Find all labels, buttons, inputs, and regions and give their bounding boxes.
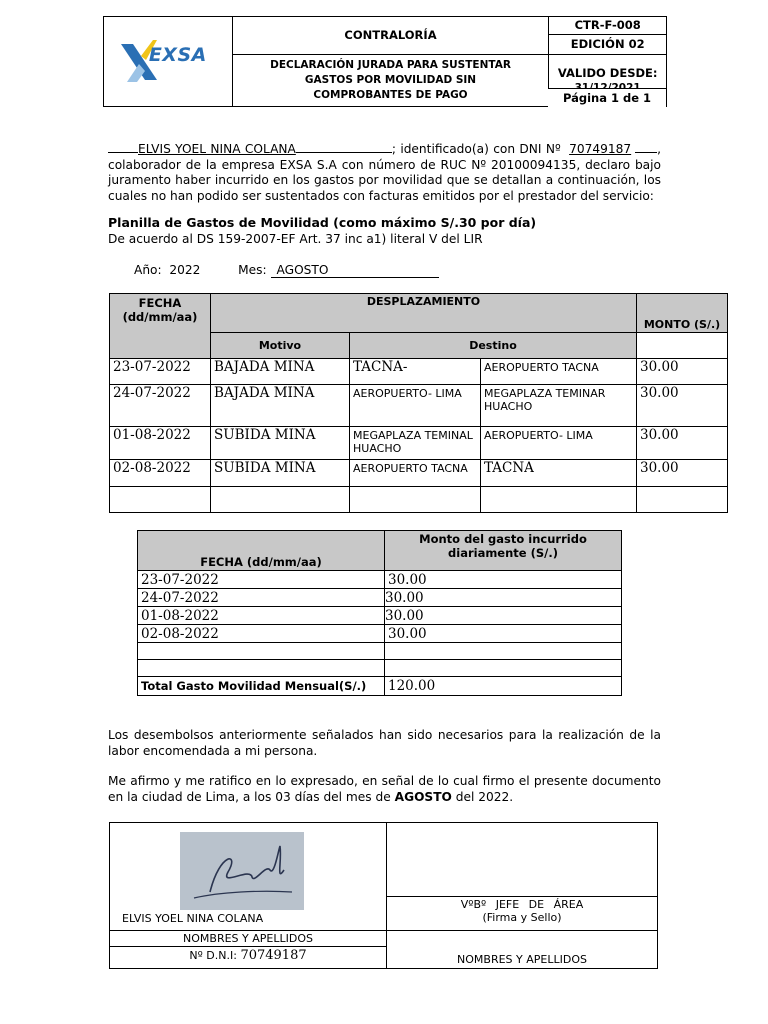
logo-cell	[104, 17, 233, 107]
logo-text: EXSA	[148, 43, 207, 66]
table-row: 24-07-2022 30.00	[138, 589, 622, 607]
declarant-dni: 70749187	[569, 142, 632, 156]
vobo-cell	[387, 897, 658, 931]
dni-line: Nº D.N.I: 70749187	[189, 948, 307, 963]
doc-code: CTR-F-008	[549, 17, 667, 35]
doc-title-line-1: DECLARACIÓN JURADA PARA SUSTENTAR	[270, 59, 511, 71]
summary-col-date: FECHA (dd/mm/aa)	[138, 531, 385, 571]
travel-col-monto: MONTO (S/.)	[637, 294, 728, 333]
identified-text: ; identificado(a) con DNI Nº	[391, 142, 561, 156]
table-row: 02-08-2022 30.00	[138, 625, 622, 643]
declaration-paragraph: ELVIS YOEL NINA COLANA ; identificado(a) con DNI Nº 70749187 , colaborador de la empresa EXSA S.A con número de RUC Nº 20100094135, declaro bajo juramento haber incurrido en los gastos por movilidad que se detallan a continuación, los cuales no han podido ser sustentados con facturas emitidos por el prestador del servicio:	[108, 142, 662, 203]
declaration-body: colaborador de la empresa EXSA S.A con número de RUC Nº 20100094135, declaro bajo juramento haber incurrido en los gastos por movilidad que se detallan a continuación, los cuales no han podido ser sustentados con facturas emitidos por el prestador del servicio:	[108, 157, 661, 203]
travel-col-destino: Destino	[350, 333, 637, 359]
planilla-subtitle: De acuerdo al DS 159-2007-EF Art. 37 inc a1) literal V del LIR	[108, 232, 483, 246]
valid-from-label: VALIDO DESDE:	[557, 65, 658, 80]
signer-ids-cell	[110, 931, 387, 969]
table-row: 23-07-2022 BAJADA MINA TACNA- AEROPUERTO TACNA 30.00	[110, 359, 728, 385]
summary-col-amount: Monto del gasto incurrido diariamente (S/.)	[385, 531, 622, 571]
closing-day: 03	[275, 789, 291, 804]
planilla-title: Planilla de Gastos de Movilidad (como máximo S/.30 por día)	[108, 215, 537, 230]
table-row-empty	[138, 643, 622, 660]
closing-paragraph-1: Los desembolsos anteriormente señalados han sido necesarios para la realización de la labor encomendada a mi persona.	[108, 728, 661, 758]
travel-col-motivo: Motivo	[211, 333, 350, 359]
year-value: 2022	[169, 263, 201, 277]
table-row: 02-08-2022 SUBIDA MINA AEROPUERTO TACNA TACNA 30.00	[110, 460, 728, 487]
signature-table	[109, 822, 658, 969]
signer-name: ELVIS YOEL NINA COLANA	[122, 912, 264, 925]
month-value: AGOSTO	[271, 263, 439, 278]
table-row-empty	[110, 487, 728, 513]
signature-image	[180, 832, 304, 910]
exsa-logo	[113, 32, 223, 92]
table-row: 01-08-2022 SUBIDA MINA MEGAPLAZA TEMINAL HUACHO AEROPUERTO- LIMA 30.00	[110, 427, 728, 460]
firma-label: (Firma y Sello)	[482, 911, 562, 924]
total-value: 120.00	[385, 677, 622, 696]
travel-table	[109, 293, 728, 513]
handwritten-signature-icon	[180, 832, 304, 910]
year-label: Año:	[134, 263, 162, 277]
area-title: CONTRALORÍA	[232, 17, 549, 55]
page-indicator: Página 1 de 1	[548, 88, 666, 107]
summary-table	[137, 530, 622, 696]
total-label: Total Gasto Movilidad Mensual(S/.)	[138, 677, 385, 696]
names-label: NOMBRES Y APELLIDOS	[110, 931, 386, 947]
summary-total-row	[138, 677, 622, 696]
doc-title-line-2: GASTOS POR MOVILIDAD SIN	[304, 74, 477, 86]
doc-edition: EDICIÓN 02	[549, 35, 667, 55]
travel-col-date: FECHA (dd/mm/aa)	[110, 294, 211, 359]
table-row-empty	[138, 660, 622, 677]
year-month-line	[134, 263, 439, 278]
doc-title-line-3: COMPROBANTES DE PAGO	[313, 89, 468, 101]
signer-cell	[110, 823, 387, 931]
closing-month: AGOSTO	[394, 789, 452, 804]
signer-dni: 70749187	[240, 948, 307, 963]
names-label-right: NOMBRES Y APELLIDOS	[387, 931, 658, 969]
table-row: 23-07-2022 30.00	[138, 571, 622, 589]
travel-col-group: DESPLAZAMIENTO	[211, 294, 637, 333]
table-row: 01-08-2022 30.00	[138, 607, 622, 625]
doc-title	[232, 55, 549, 107]
boss-signature-space	[387, 823, 658, 897]
closing-paragraph-2: Me afirmo y me ratifico en lo expresado, en señal de lo cual firmo el presente documento en la ciudad de Lima, a los 03 días del mes de AGOSTO del 2022.	[108, 774, 661, 804]
table-row: 24-07-2022 BAJADA MINA AEROPUERTO- LIMA MEGAPLAZA TEMINAR HUACHO 30.00	[110, 385, 728, 427]
month-label: Mes:	[238, 263, 267, 277]
vobo-label: VºBº JEFE DE ÁREA	[460, 898, 584, 911]
declarant-name: ELVIS YOEL NINA COLANA	[138, 142, 296, 156]
